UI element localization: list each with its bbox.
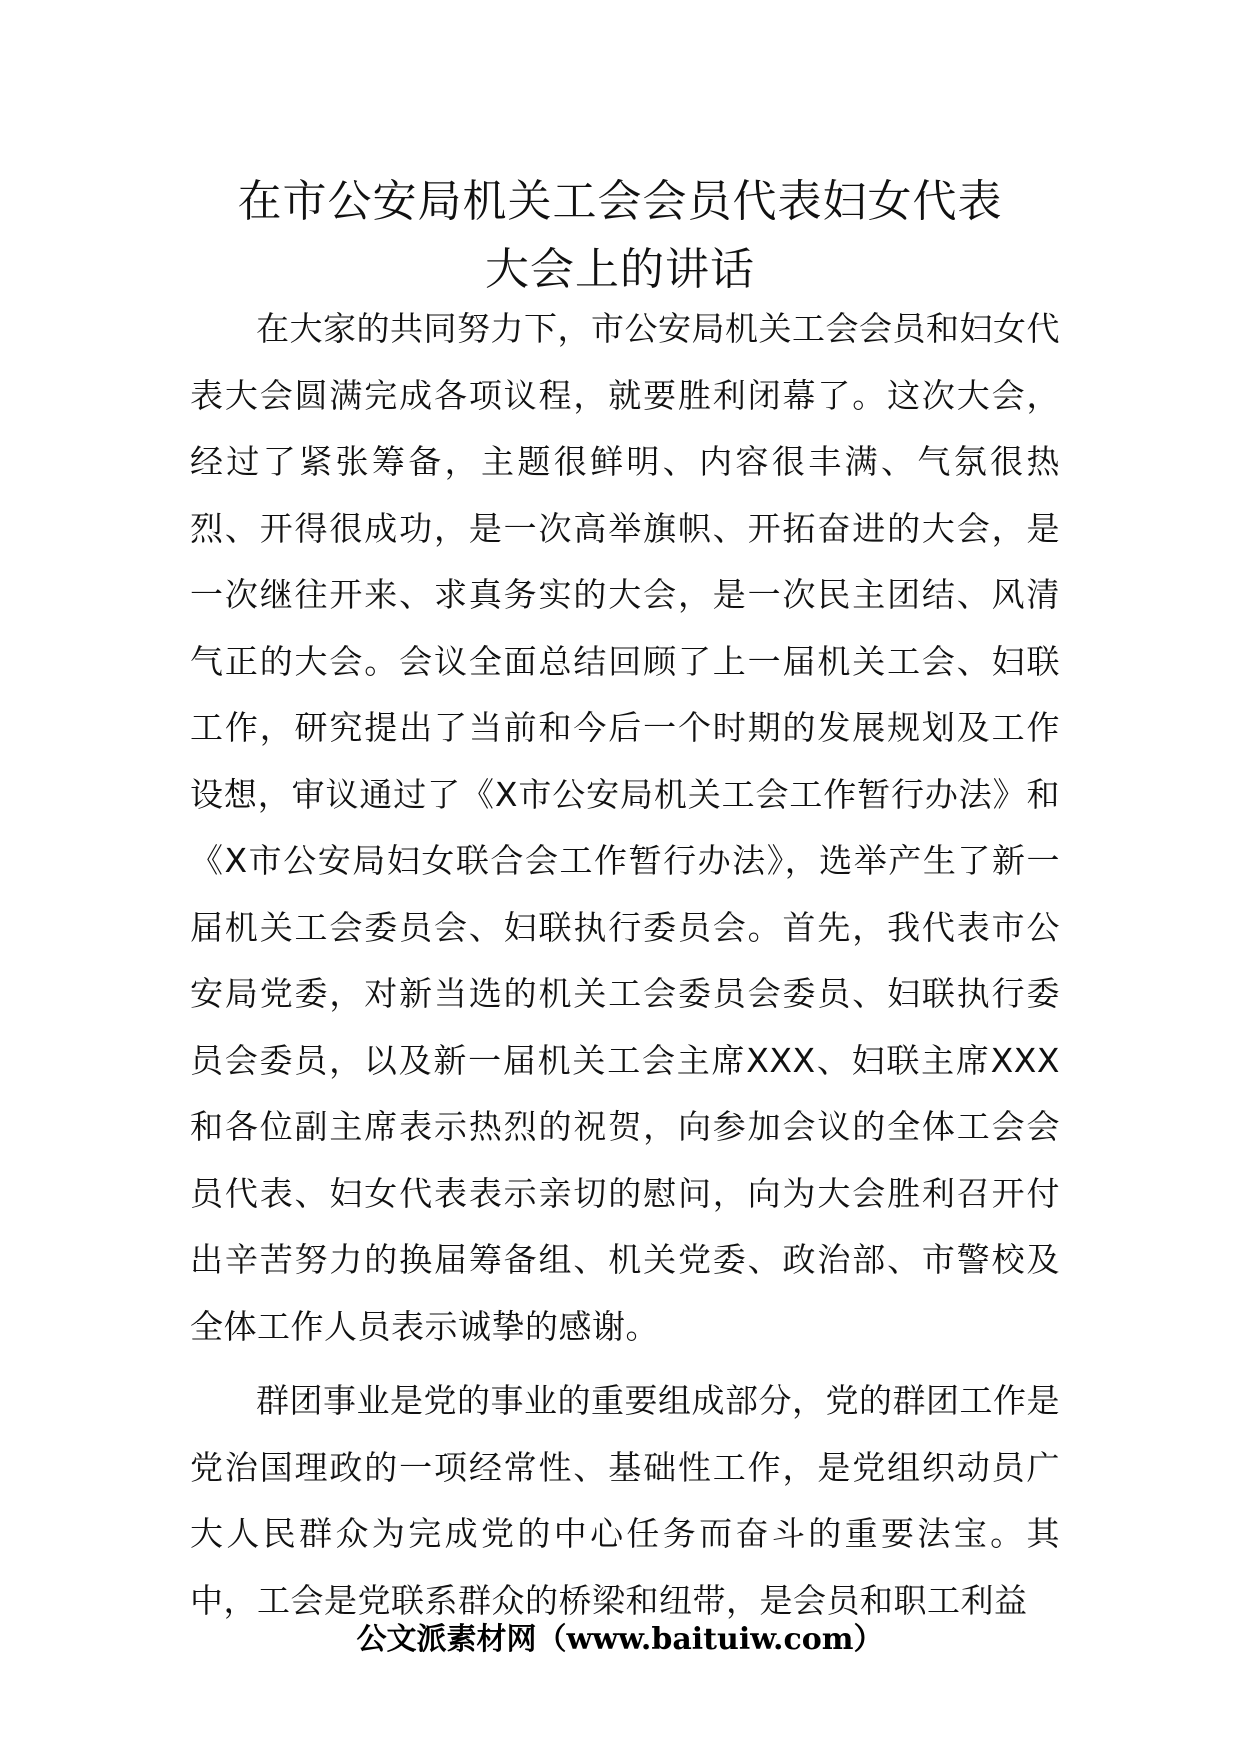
title-line-2: 大会上的讲话 <box>485 244 755 295</box>
document-title <box>150 168 1090 304</box>
paragraph-1: 在大家的共同努力下，市公安局机关工会会员和妇女代表大会圆满完成各项议程，就要胜利闭幕了。这次大会，经过了紧张筹备，主题很鲜明、内容很丰满、气氛很热烈、开得很成功，是一次高举旗帜、开拓奋进的大会，是一次继往开来、求真务实的大会，是一次民主团结、风清气正的大会。会议全面总结回顾了上一届机关工会、妇联工作，研究提出了当前和今后一个时期的发展规划及工作设想，审议通过了《X市公安局机关工会工作暂行办法》和《X市公安局妇女联合会工作暂行办法》，选举产生了新一届机关工会委员会、妇联执行委员会。首先，我代表市公安局党委，对新当选的机关工会委员会委员、妇联执行委员会委员，以及新一届机关工会主席XXX、妇联主席XXX和各位副主席表示热烈的祝贺，向参加会议的全体工会会员代表、妇女代表表示亲切的慰问，向为大会胜利召开付出辛苦努力的换届筹备组、机关党委、政治部、市警校及全体工作人员表示诚挚的感谢。 <box>190 309 1060 1346</box>
paragraph-2: 群团事业是党的事业的重要组成部分，党的群团工作是党治国理政的一项经常性、基础性工作，是党组织动员广大人民群众为完成党的中心任务而奋斗的重要法宝。其中，工会是党联系群众的桥梁和纽带，是会员和职工利益 <box>190 1381 1060 1620</box>
document-body <box>190 296 1060 1634</box>
footer-watermark-text: 公文派素材网（www.baituiw.com） <box>356 1622 884 1657</box>
title-line-1: 在市公安局机关工会会员代表妇女代表 <box>237 176 1003 227</box>
